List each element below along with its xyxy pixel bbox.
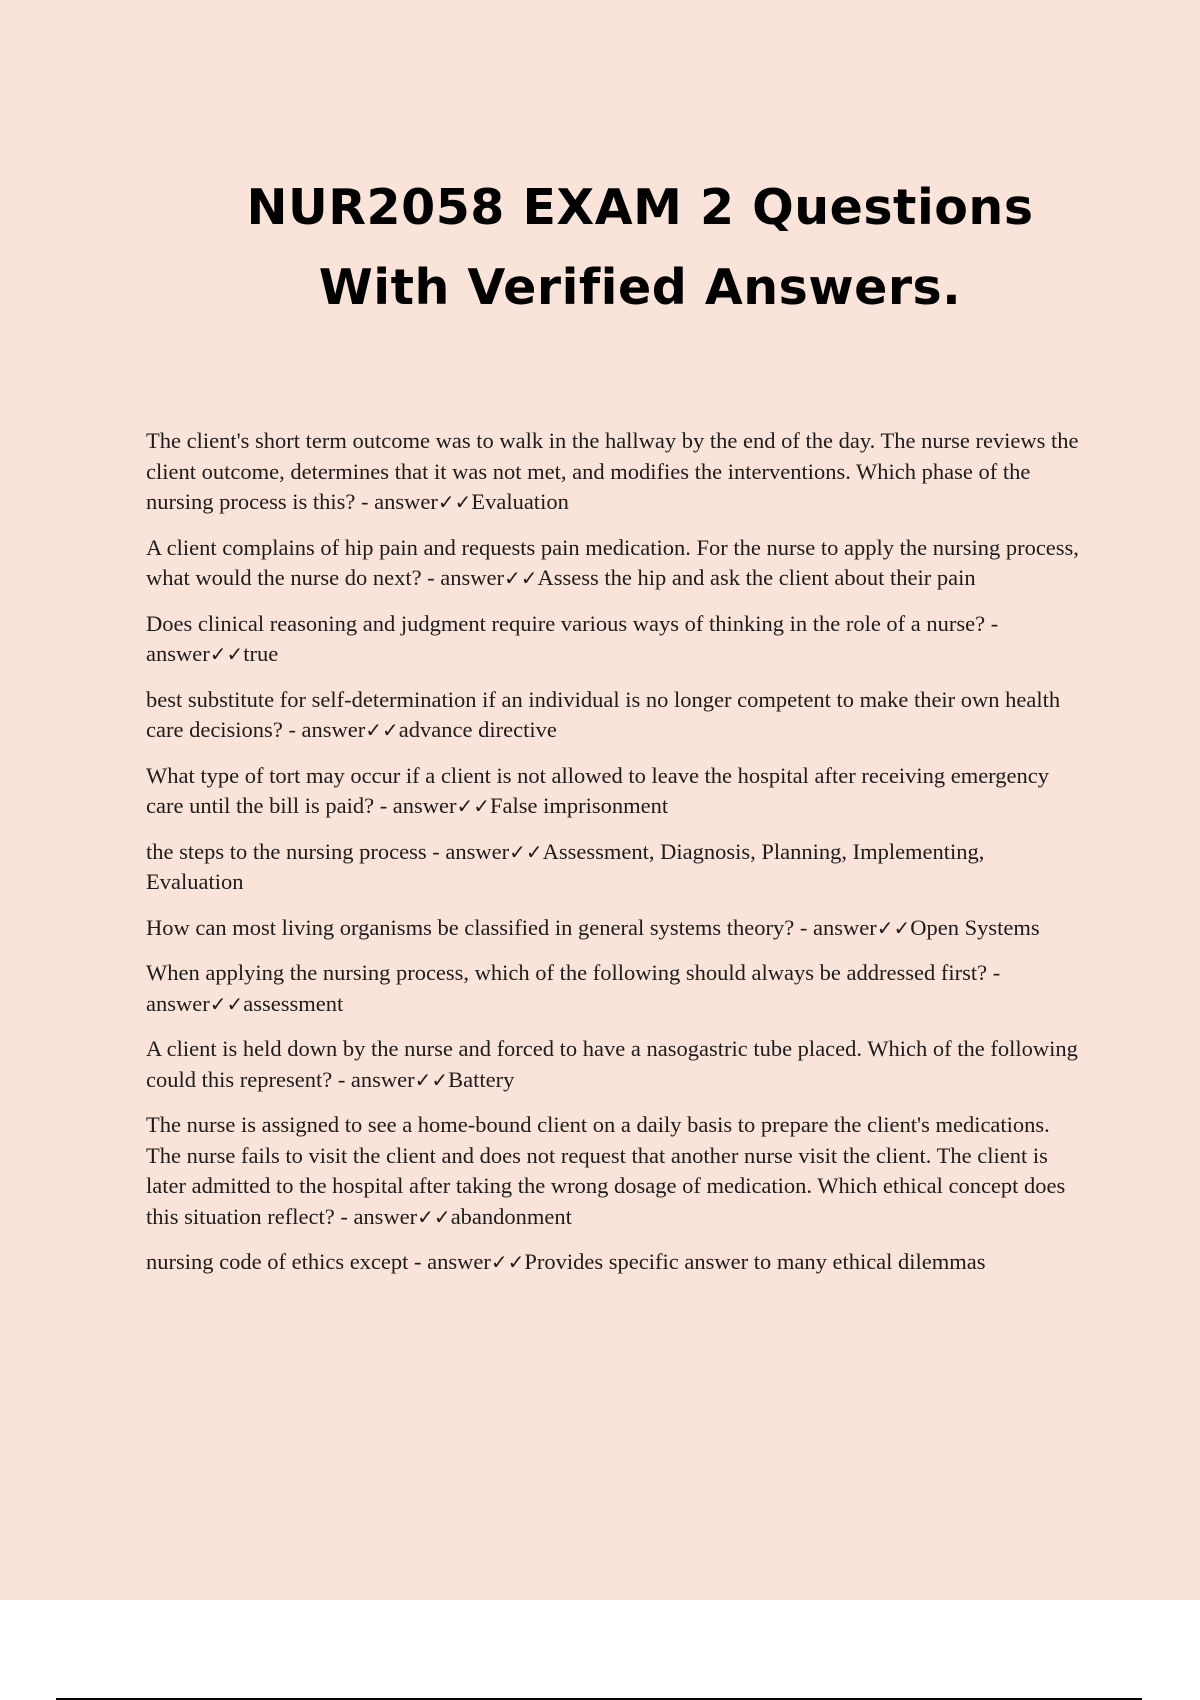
question-text: The client's short term outcome was to walk in the hallway by the end of the day. The nurse reviews the client outcome, determines that it was not met, and modifies the interventions. Which phase of the nursing process is this? [146, 428, 1079, 514]
answer-text: Provides specific answer to many ethical dilemmas [524, 1249, 986, 1274]
question-text: Does clinical reasoning and judgment require various ways of thinking in the role of a nurse? [146, 610, 986, 636]
check-icon: ✓✓ [414, 1067, 449, 1092]
question-text: A client complains of hip pain and requests pain medication. For the nurse to apply the nursing process, what would the nurse do next? [146, 534, 1079, 590]
check-icon: ✓✓ [365, 718, 399, 742]
answer-separator: - answer [421, 565, 505, 590]
title-line-2: With Verified Answers. [318, 259, 962, 316]
question-text: How can most living organisms be classified in general systems theory? [146, 914, 795, 940]
answer-text: advance directive [398, 717, 557, 742]
answer-text: assessment [243, 990, 344, 1016]
answer-separator: - answer [146, 610, 999, 666]
answer-separator: - answer [282, 717, 366, 742]
check-icon: ✓✓ [456, 794, 491, 818]
qa-item [146, 426, 1086, 518]
answer-text: Open Systems [910, 914, 1040, 940]
qa-item [146, 1247, 1086, 1278]
qa-item [146, 685, 1086, 746]
document-title [0, 168, 1200, 328]
qa-item [146, 837, 1086, 898]
answer-text: true [243, 641, 279, 666]
answer-separator: - answer [355, 489, 438, 514]
title-line-1: NUR2058 EXAM 2 Questions [246, 179, 1034, 236]
question-text: The nurse is assigned to see a home-bound client on a daily basis to prepare the client's medications. The nurse fails to visit the client and does not request that another nurse visit the client. The client is later admitted to the hospital after taking the wrong dosage of medication. Which ethical concept does this situation reflect? [146, 1112, 1066, 1229]
qa-item [146, 913, 1086, 944]
qa-item [146, 1034, 1086, 1095]
answer-separator: - answer [408, 1249, 491, 1274]
check-icon: ✓✓ [504, 566, 538, 590]
answer-text: Evaluation [471, 489, 569, 514]
answer-separator: - answer [146, 960, 1001, 1016]
check-icon: ✓✓ [209, 642, 244, 666]
qa-item [146, 761, 1086, 822]
answer-separator: - answer [794, 914, 877, 940]
check-icon: ✓✓ [437, 490, 472, 514]
check-icon: ✓✓ [876, 915, 911, 940]
question-text: nursing code of ethics except [146, 1249, 409, 1274]
qa-item [146, 958, 1086, 1019]
check-icon: ✓✓ [417, 1204, 451, 1229]
question-text: When applying the nursing process, which of the following should always be addressed first? [146, 960, 988, 985]
answer-text: Assess the hip and ask the client about their pain [537, 565, 976, 590]
answer-text: Assessment, Diagnosis, Planning, Implementing, Evaluation [146, 838, 985, 894]
question-text: What type of tort may occur if a client is not allowed to leave the hospital after receiving emergency care until the bill is paid? [146, 762, 1049, 818]
check-icon: ✓✓ [490, 1250, 525, 1274]
answer-separator: - answer [334, 1203, 418, 1229]
answer-text: abandonment [450, 1203, 572, 1229]
answer-separator: - answer [374, 793, 457, 818]
qa-item [146, 1110, 1086, 1232]
qa-list [146, 426, 1086, 1293]
answer-text: False imprisonment [490, 793, 669, 818]
question-text: the steps to the nursing process [146, 838, 427, 864]
answer-text: Battery [448, 1066, 515, 1092]
qa-item [146, 609, 1086, 670]
answer-separator: - answer [332, 1066, 415, 1092]
check-icon: ✓✓ [209, 991, 244, 1016]
question-text: best substitute for self-determination if an individual is no longer competent to make their own health care decisions? [146, 686, 1061, 742]
question-text: A client is held down by the nurse and forced to have a nasogastric tube placed. Which of the following could this represent? [146, 1036, 1078, 1092]
check-icon: ✓✓ [509, 839, 543, 864]
qa-item [146, 533, 1086, 594]
answer-separator: - answer [426, 838, 510, 864]
